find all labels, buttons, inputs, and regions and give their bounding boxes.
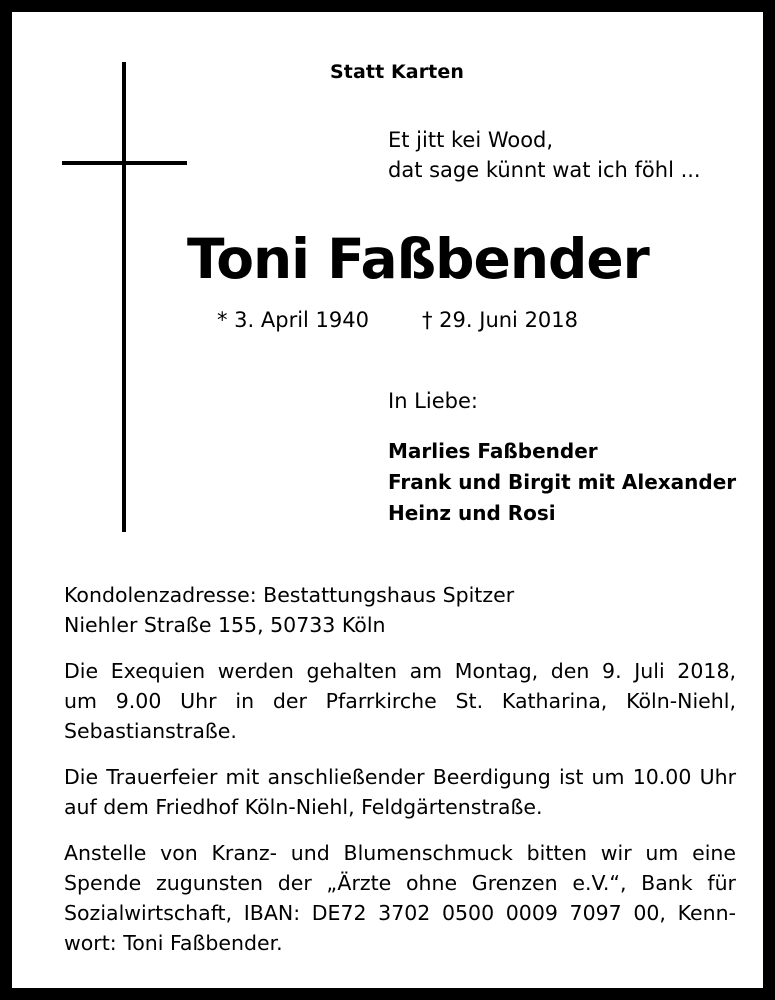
spende-paragraph (64, 838, 736, 958)
spende-line: Anstelle von Kranz- und Blumenschmuck bitten wir um eine (64, 841, 736, 865)
motto-quote (388, 125, 701, 185)
condolence-line: Kondolenzadresse: Bestattungshaus Spitzer (64, 583, 515, 607)
mourners-list (388, 436, 736, 529)
trauerfeier-paragraph (64, 762, 736, 822)
exequien-line: Die Exequien werden gehalten am Montag, den 9. Juli 2018, (64, 659, 736, 683)
condolence-line: Niehler Straße 155, 50733 Köln (64, 613, 386, 637)
obituary-body (64, 580, 736, 974)
statt-karten-heading: Statt Karten (330, 61, 464, 83)
mourner-name: Frank und Birgit mit Alexander (388, 470, 737, 494)
trauerfeier-line: Die Trauerfeier mit anschließender Beerdigung ist um 10.00 Uhr (64, 765, 736, 789)
in-liebe-label: In Liebe: (388, 389, 478, 413)
exequien-paragraph (64, 656, 736, 746)
spende-line: Sozialwirtschaft, IBAN: DE72 3702 0500 0009 7097 00, Kenn- (64, 901, 736, 925)
motto-line: Et jitt kei Wood, (388, 128, 554, 152)
condolence-address (64, 580, 736, 640)
death-date: † 29. Juni 2018 (422, 308, 579, 332)
exequien-line: Sebastianstraße. (64, 719, 237, 743)
cross-icon-vertical (122, 62, 126, 532)
birth-date: * 3. April 1940 (217, 308, 370, 332)
cross-icon-horizontal (62, 161, 187, 165)
spende-line: Spende zugunsten der „Ärzte ohne Grenzen e.V.“, Bank für (64, 871, 736, 895)
mourner-name: Heinz und Rosi (388, 501, 556, 525)
trauerfeier-line: auf dem Friedhof Köln-Niehl, Feldgärtenstraße. (64, 795, 543, 819)
exequien-line: um 9.00 Uhr in der Pfarrkirche St. Katharina, Köln-Niehl, (64, 689, 736, 713)
mourner-name: Marlies Faßbender (388, 439, 598, 463)
motto-line: dat sage künnt wat ich föhl ... (388, 158, 701, 182)
spende-line: wort: Toni Faßbender. (64, 931, 283, 955)
deceased-name: Toni Faßbender (187, 227, 649, 291)
